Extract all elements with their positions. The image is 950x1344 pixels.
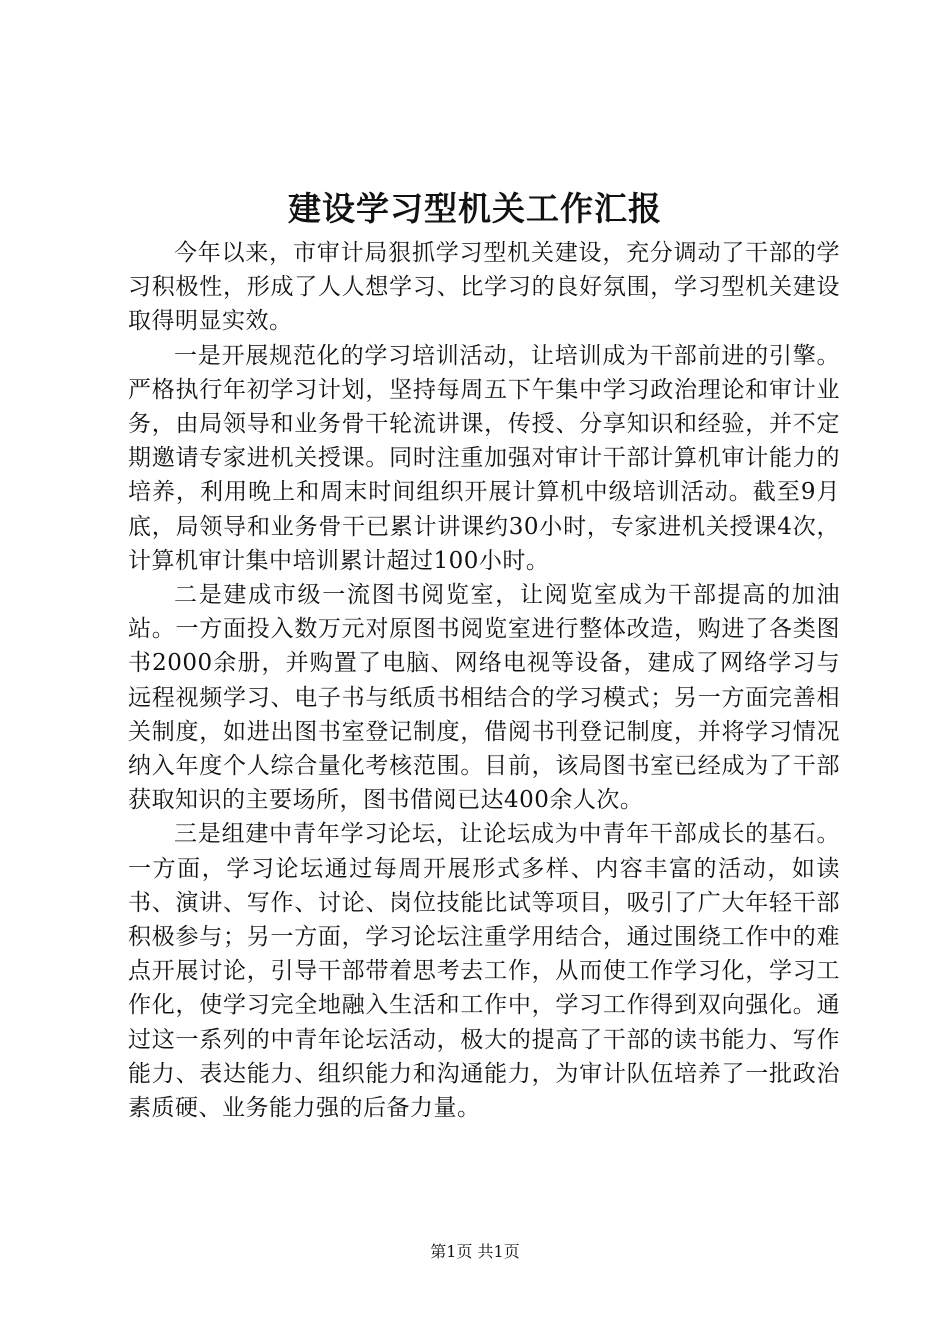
paragraph-forum: 三是组建中青年学习论坛，让论坛成为中青年干部成长的基石。一方面，学习论坛通过每周开展形式多样、内容丰富的活动，如读书、演讲、写作、讨论、岗位技能比试等项目，吸引了广大年轻干部积极参与；另一方面，学习论坛注重学用结合，通过围绕工作中的难点开展讨论，引导干部带着思考去工作，从而使工作学习化，学习工作化，使学习完全地融入生活和工作中，学习工作得到双向强化。通过这一系列的中青年论坛活动，极大的提高了干部的读书能力、写作能力、表达能力、组织能力和沟通能力，为审计队伍培养了一批政治素质硬、业务能力强的后备力量。 [128,821,840,1122]
document-body [128,236,840,1125]
paragraph-training: 一是开展规范化的学习培训活动，让培训成为干部前进的引擎。严格执行年初学习计划，坚持每周五下午集中学习政治理论和审计业务，由局领导和业务骨干轮流讲课，传授、分享知识和经验，并不定期邀请专家进机关授课。同时注重加强对审计干部计算机审计能力的培养，利用晚上和周末时间组织开展计算机中级培训活动。截至9月底，局领导和业务骨干已累计讲课约30小时，专家进机关授课4次，计算机审计集中培训累计超过100小时。 [128,342,840,574]
page-number-footer: 第1页 共1页 [430,1242,520,1261]
paragraph-library: 二是建成市级一流图书阅览室，让阅览室成为干部提高的加油站。一方面投入数万元对原图书阅览室进行整体改造，购进了各类图书2000余册，并购置了电脑、网络电视等设备，建成了网络学习与远程视频学习、电子书与纸质书相结合的学习模式；另一方面完善相关制度，如进出图书室登记制度，借阅书刊登记制度，并将学习情况纳入年度个人综合量化考核范围。目前，该局图书室已经成为了干部获取知识的主要场所，图书借阅已达400余人次。 [128,582,840,814]
document-title: 建设学习型机关工作汇报 [288,189,662,228]
paragraph-intro: 今年以来，市审计局狠抓学习型机关建设，充分调动了干部的学习积极性，形成了人人想学习、比学习的良好氛围，学习型机关建设取得明显实效。 [128,240,840,335]
